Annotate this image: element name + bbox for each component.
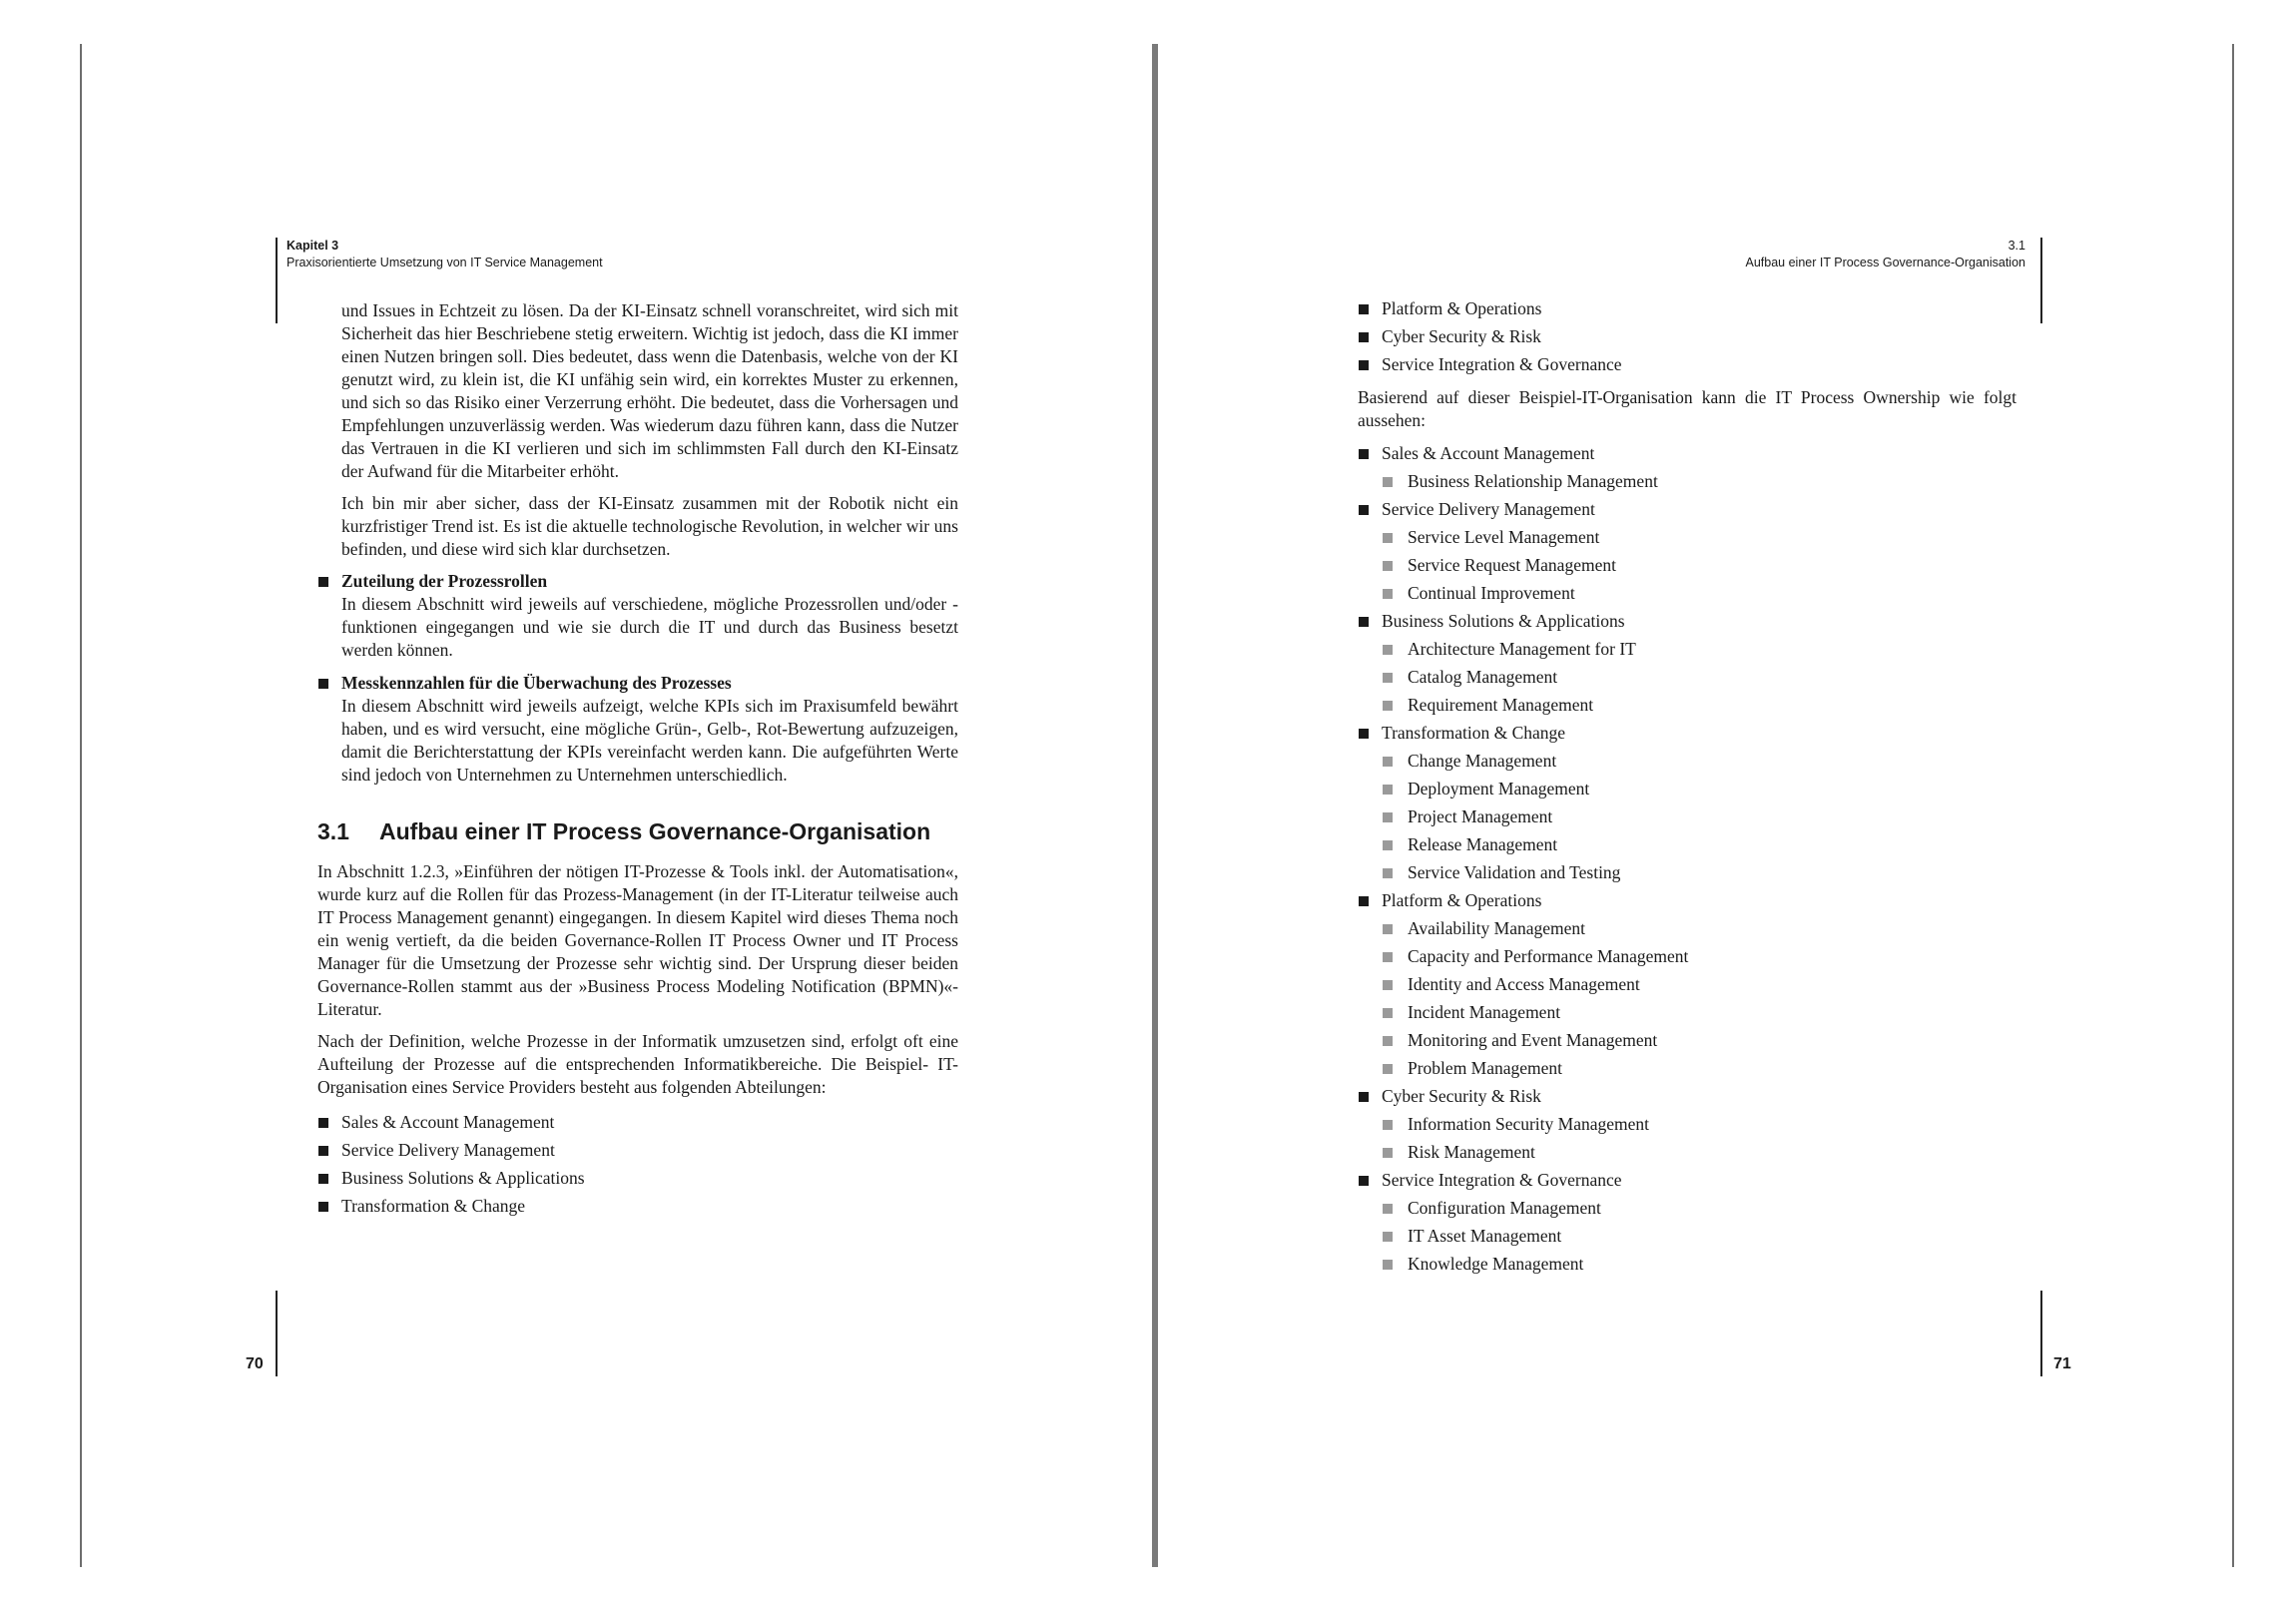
bullet-prozessrollen-title: Zuteilung der Prozessrollen [317,570,958,593]
department-item: Service Integration & Governance [1358,353,2016,376]
ownership-department [1358,1085,2016,1164]
ownership-department [1358,722,2016,884]
process-item: Catalog Management [1382,666,2016,689]
ownership-department-label: Sales & Account Management [1382,443,1595,463]
department-item: Transformation & Change [317,1195,958,1218]
process-item: Business Relationship Management [1382,470,2016,493]
left-page-edge [80,44,82,1567]
process-item: Requirement Management [1382,694,2016,717]
bullet-messkennzahlen-title: Messkennzahlen für die Überwachung des Prozesses [317,672,958,695]
ownership-department [1358,498,2016,605]
department-item: Service Delivery Management [317,1139,958,1162]
ownership-department [1358,1169,2016,1276]
bullet-prozessrollen-text: In diesem Abschnitt wird jeweils auf verschiedene, mögliche Prozessrollen und/oder -funktionen eingegangen und wie sie durch die IT und durch das Business besetzt werden können. [341,594,958,660]
process-item: Project Management [1382,805,2016,828]
process-item: Knowledge Management [1382,1253,2016,1276]
process-item: Capacity and Performance Management [1382,945,2016,968]
process-sublist [1382,750,2016,884]
process-item: Deployment Management [1382,778,2016,800]
ownership-department [1358,442,2016,493]
section-title-head: Aufbau einer IT Process Governance-Organisation [1745,256,2025,269]
process-sublist [1382,526,2016,605]
process-sublist [1382,1197,2016,1276]
ownership-department-label: Service Integration & Governance [1382,1170,1622,1190]
process-item: Configuration Management [1382,1197,2016,1220]
ownership-department-label: Service Delivery Management [1382,499,1595,519]
ownership-department-label: Cyber Security & Risk [1382,1086,1541,1106]
process-item: Availability Management [1382,917,2016,940]
chapter-title: Praxisorientierte Umsetzung von IT Service Management [287,256,603,269]
department-item: Sales & Account Management [317,1111,958,1134]
right-footer-rule [2040,1291,2042,1376]
ownership-department-label: Transformation & Change [1382,723,1566,743]
paragraph-ki-continued: und Issues in Echtzeit zu lösen. Da der KI-Einsatz schnell voranschreitet, wird sich mit Sicherheit das hier Beschriebene stetig erweitern. Wichtig ist jedoch, dass die KI immer einen Nutzen bringen soll. Dies bedeutet, dass wenn die Datenbasis, welche von der KI genutzt wird, zu klein ist, die KI unfähig sein wird, ein korrektes Muster zu erkennen, und sich so das Risiko einer Verzerrung erhöht. Die bedeutet, dass die Vorhersagen und Empfehlungen unzuverlässig werden. Was wiederum dazu führen kann, dass die Nutzer das Vertrauen in die KI verlieren und sich im schlimmsten Fall durch den KI-Einsatz der Aufwand für die Mitarbeiter erhöht. [341,300,958,481]
bullet-messkennzahlen-text: In diesem Abschnitt wird jeweils aufzeigt, welche KPIs sich im Praxisumfeld bewährt haben, und es wird versucht, eine mögliche Grün-, Gelb-, Rot-Bewertung aufzuzeigen, damit die Berichterstattung der KPIs vereinfacht werden kann. Die aufgeführten Werte sind jedoch von Unternehmen zu Unternehmen unterschiedlich. [341,696,958,785]
process-item: Architecture Management for IT [1382,638,2016,661]
section-title: Aufbau einer IT Process Governance-Organisation [379,818,931,844]
process-item: IT Asset Management [1382,1225,2016,1248]
process-item: Identity and Access Management [1382,973,2016,996]
paragraph-governance-roles: In Abschnitt 1.2.3, »Einführen der nötigen IT-Prozesse & Tools inkl. der Automatisation«, wurde kurz auf die Rollen für das Prozess-Management (in der IT-Literatur teilweise auch IT Process Management genannt) eingegangen. In diesem Kapitel wird dieses Thema noch ein wenig vertieft, da die beiden Governance-Rollen IT Process Owner und IT Process Manager für die Umsetzung der Prozesse sehr wichtig sind. Der Ursprung dieser beiden Governance-Rollen stammt aus der »Business Process Modeling Notification (BPMN)«-Literatur. [317,861,958,1019]
process-item: Change Management [1382,750,2016,773]
department-list [317,1111,958,1218]
paragraph-ki-robotik: Ich bin mir aber sicher, dass der KI-Einsatz zusammen mit der Robotik nicht ein kurzfristiger Trend ist. Es ist die aktuelle technologische Revolution, in welcher wir uns befinden, und diese wird sich klar durchsetzen. [341,493,958,559]
process-item: Risk Management [1382,1141,2016,1164]
ownership-department-label: Platform & Operations [1382,890,1542,910]
section-heading [317,816,958,846]
process-item: Incident Management [1382,1001,2016,1024]
process-sublist [1382,1113,2016,1164]
process-item: Problem Management [1382,1057,2016,1080]
ownership-department [1358,610,2016,717]
ownership-department-label: Business Solutions & Applications [1382,611,1625,631]
right-header-rule [2040,238,2042,323]
process-sublist [1382,917,2016,1080]
left-running-head [287,238,603,271]
department-list-continued [1358,297,2016,376]
right-running-head [1746,238,2025,271]
process-item: Service Validation and Testing [1382,861,2016,884]
left-page-body [317,299,958,1228]
book-spine [1152,44,1158,1567]
process-item: Service Level Management [1382,526,2016,549]
process-item: Release Management [1382,833,2016,856]
department-item: Platform & Operations [1358,297,2016,320]
paragraph-departments-intro: Nach der Definition, welche Prozesse in der Informatik umzusetzen sind, erfolgt oft eine Aufteilung der Prozesse auf die entsprechenden Informatikbereiche. Die Beispiel- IT-Organisation eines Service Providers besteht aus folgenden Abteilungen: [317,1031,958,1097]
left-header-rule [276,238,278,323]
section-number: 3.1 [317,818,349,844]
department-item: Cyber Security & Risk [1358,325,2016,348]
page-number-right: 71 [2053,1355,2071,1372]
process-item: Continual Improvement [1382,582,2016,605]
right-page-body [1358,297,2016,1286]
page-number-left: 70 [246,1355,264,1372]
right-page-edge [2232,44,2234,1567]
department-item: Business Solutions & Applications [317,1167,958,1190]
ownership-department [1358,889,2016,1080]
process-sublist [1382,470,2016,493]
process-item: Information Security Management [1382,1113,2016,1136]
process-item: Monitoring and Event Management [1382,1029,2016,1052]
left-footer-rule [276,1291,278,1376]
paragraph-ownership-intro: Basierend auf dieser Beispiel-IT-Organisation kann die IT Process Ownership wie folgt aussehen: [1358,387,2016,430]
process-ownership-list [1358,442,2016,1276]
process-sublist [1382,638,2016,717]
chapter-label: Kapitel 3 [287,239,339,253]
process-item: Service Request Management [1382,554,2016,577]
section-number-head: 3.1 [2008,239,2025,253]
